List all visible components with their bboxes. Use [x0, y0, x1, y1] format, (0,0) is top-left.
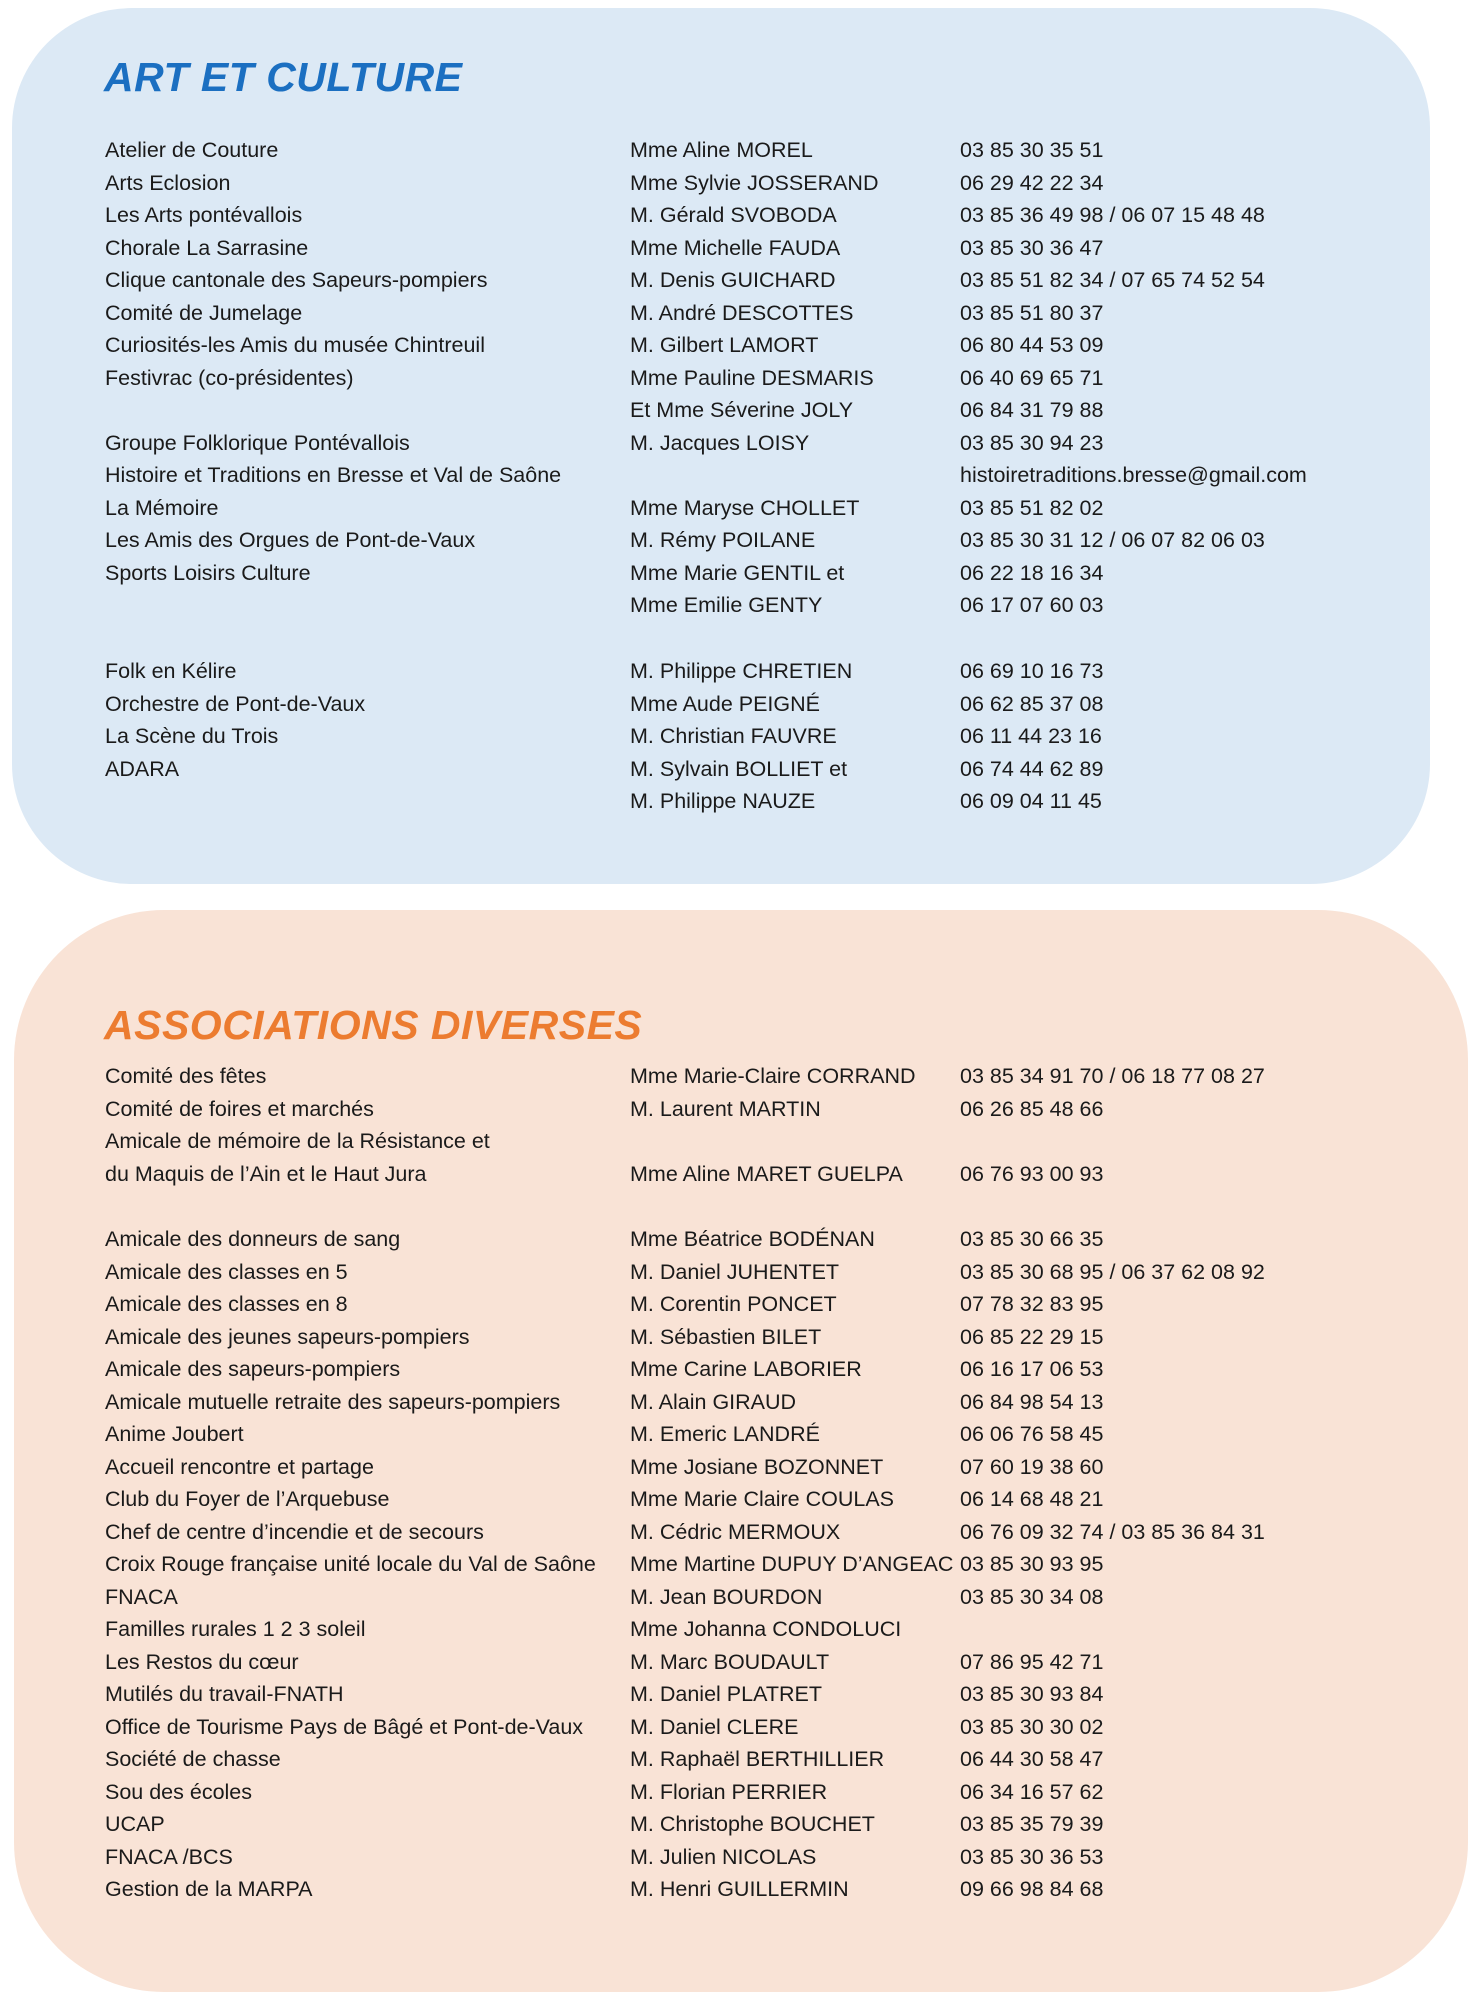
- contact-phone: 06 06 76 58 45: [960, 1422, 1104, 1446]
- table-row: [0, 134, 1474, 166]
- table-row: [0, 297, 1474, 329]
- association-name: FNACA: [105, 1584, 178, 1609]
- contact-name: Mme Marie Claire COULAS: [630, 1487, 895, 1511]
- association-name: Office de Tourisme Pays de Bâgé et Pont-de-Vaux: [105, 1714, 584, 1739]
- contact-phone: histoiretraditions.bresse@gmail.com: [960, 463, 1307, 487]
- table-row: [0, 1483, 1474, 1515]
- association-name: La Scène du Trois: [105, 724, 279, 748]
- contact-name: Mme Michelle FAUDA: [630, 235, 841, 260]
- table-row: [0, 655, 1474, 687]
- table-row: [0, 1743, 1474, 1775]
- table-row: [0, 1516, 1474, 1548]
- table-row: [0, 688, 1474, 720]
- contact-phone: 03 85 30 68 95 / 06 37 62 08 92: [960, 1259, 1265, 1284]
- contact-phone: 03 85 30 66 35: [960, 1227, 1104, 1251]
- contact-phone: 03 85 51 82 02: [960, 495, 1104, 520]
- contact-name: M. Laurent MARTIN: [630, 1096, 821, 1121]
- contact-phone: 03 85 30 93 95: [960, 1552, 1104, 1576]
- table-row: [0, 1711, 1474, 1743]
- association-name: Amicale des classes en 8: [105, 1292, 348, 1316]
- contact-name: M. Philippe NAUZE: [630, 789, 816, 813]
- contact-phone: 06 34 16 57 62: [960, 1779, 1104, 1804]
- contact-phone: 03 85 30 35 51: [960, 138, 1104, 162]
- association-name: Anime Joubert: [105, 1422, 244, 1446]
- table-row: [0, 329, 1474, 361]
- association-name: Comité de Jumelage: [105, 300, 303, 325]
- contact-name: M. Jean BOURDON: [630, 1584, 823, 1609]
- contact-name: Mme Pauline DESMARIS: [630, 365, 874, 390]
- association-name: Amicale mutuelle retraite des sapeurs-pompiers: [105, 1389, 561, 1414]
- table-row: [0, 1581, 1474, 1613]
- associations-title: ASSOCIATIONS DIVERSES: [104, 1002, 643, 1048]
- association-name: Les Restos du cœur: [105, 1649, 299, 1674]
- contact-phone: 03 85 34 91 70 / 06 18 77 08 27: [960, 1064, 1265, 1088]
- contact-phone: 06 76 93 00 93: [960, 1161, 1104, 1186]
- contact-phone: 03 85 30 34 08: [960, 1584, 1104, 1609]
- association-name: Les Amis des Orgues de Pont-de-Vaux: [105, 528, 476, 552]
- association-name: Amicale des classes en 5: [105, 1259, 348, 1284]
- association-name: Clique cantonale des Sapeurs-pompiers: [105, 268, 488, 292]
- table-row: [0, 1808, 1474, 1840]
- table-row: [0, 1256, 1474, 1288]
- contact-phone: 06 80 44 53 09: [960, 333, 1104, 357]
- contact-phone: 06 40 69 65 71: [960, 365, 1104, 390]
- contact-phone: 06 76 09 32 74 / 03 85 36 84 31: [960, 1519, 1265, 1544]
- table-row: [0, 1873, 1474, 1905]
- association-name: Amicale des sapeurs-pompiers: [105, 1357, 401, 1381]
- table-row: [0, 785, 1474, 817]
- table-row: [0, 753, 1474, 785]
- table-row: [0, 557, 1474, 589]
- table-row: [0, 1158, 1474, 1190]
- association-name: Amicale de mémoire de la Résistance et: [105, 1129, 490, 1153]
- contact-phone: 03 85 36 49 98 / 06 07 15 48 48: [960, 203, 1265, 227]
- contact-name: M. Daniel CLERE: [630, 1714, 799, 1739]
- association-name: Orchestre de Pont-de-Vaux: [105, 691, 366, 716]
- contact-phone: 06 11 44 23 16: [960, 724, 1102, 748]
- association-name: Gestion de la MARPA: [105, 1877, 313, 1901]
- association-name: Atelier de Couture: [105, 138, 279, 162]
- association-name: Chef de centre d’incendie et de secours: [105, 1519, 484, 1544]
- contact-phone: 03 85 51 80 37: [960, 300, 1104, 325]
- table-row: [0, 427, 1474, 459]
- table-row: [0, 264, 1474, 296]
- table-row: [0, 1678, 1474, 1710]
- contact-name: M. Emeric LANDRÉ: [630, 1422, 820, 1446]
- contact-name: Mme Aline MOREL: [630, 138, 813, 162]
- contact-phone: 06 14 68 48 21: [960, 1487, 1104, 1511]
- table-row: [0, 720, 1474, 752]
- contact-name: M. Sébastien BILET: [630, 1324, 822, 1349]
- contact-phone: 06 84 31 79 88: [960, 398, 1104, 422]
- table-row: [0, 1288, 1474, 1320]
- contact-phone: 03 85 30 93 84: [960, 1682, 1104, 1706]
- contact-phone: 06 26 85 48 66: [960, 1096, 1104, 1121]
- contact-name: M. Henri GUILLERMIN: [630, 1877, 849, 1901]
- contact-name: M. Denis GUICHARD: [630, 268, 836, 292]
- association-name: Festivrac (co-présidentes): [105, 365, 354, 390]
- association-name: Accueil rencontre et partage: [105, 1454, 374, 1479]
- table-row: [0, 459, 1474, 491]
- contact-name: M. Christian FAUVRE: [630, 724, 837, 748]
- contact-name: M. Philippe CHRETIEN: [630, 659, 853, 683]
- table-row: [0, 1321, 1474, 1353]
- contact-phone: 06 09 04 11 45: [960, 789, 1102, 813]
- contact-name: M. Rémy POILANE: [630, 528, 816, 552]
- contact-phone: 06 84 98 54 13: [960, 1389, 1104, 1414]
- association-name: Société de chasse: [105, 1747, 281, 1771]
- contact-name: Mme Carine LABORIER: [630, 1357, 862, 1381]
- table-row: [0, 1093, 1474, 1125]
- contact-name: Mme Maryse CHOLLET: [630, 495, 860, 520]
- association-name: ADARA: [105, 756, 180, 781]
- contact-phone: 03 85 30 36 53: [960, 1844, 1104, 1869]
- table-row: [0, 1613, 1474, 1645]
- association-name: Curiosités-les Amis du musée Chintreuil: [105, 333, 485, 357]
- contact-phone: 03 85 35 79 39: [960, 1812, 1104, 1836]
- association-name: UCAP: [105, 1812, 165, 1836]
- association-name: Groupe Folklorique Pontévallois: [105, 430, 410, 455]
- contact-phone: 06 85 22 29 15: [960, 1324, 1104, 1349]
- table-row: [0, 1646, 1474, 1678]
- association-name: Les Arts pontévallois: [105, 203, 303, 227]
- contact-phone: 06 62 85 37 08: [960, 691, 1104, 716]
- contact-name: Mme Sylvie JOSSERAND: [630, 170, 879, 195]
- table-row: [0, 589, 1474, 621]
- contact-name: M. Alain GIRAUD: [630, 1389, 797, 1414]
- contact-name: M. Gilbert LAMORT: [630, 333, 819, 357]
- contact-name: Mme Béatrice BODÉNAN: [630, 1227, 875, 1251]
- contact-name: Mme Aude PEIGNÉ: [630, 691, 820, 716]
- contact-phone: 06 29 42 22 34: [960, 170, 1104, 195]
- contact-phone: 03 85 51 82 34 / 07 65 74 52 54: [960, 268, 1265, 292]
- contact-phone: 06 16 17 06 53: [960, 1357, 1104, 1381]
- contact-name: M. Daniel PLATRET: [630, 1682, 822, 1706]
- contact-name: M. Christophe BOUCHET: [630, 1812, 875, 1836]
- table-row: [0, 492, 1474, 524]
- contact-phone: 09 66 98 84 68: [960, 1877, 1104, 1901]
- table-row: [0, 1353, 1474, 1385]
- contact-phone: 03 85 30 94 23: [960, 430, 1104, 455]
- table-row: [0, 394, 1474, 426]
- contact-name: M. Corentin PONCET: [630, 1292, 837, 1316]
- table-row: [0, 1548, 1474, 1580]
- contact-name: Mme Marie GENTIL et: [630, 560, 845, 585]
- association-name: Amicale des jeunes sapeurs-pompiers: [105, 1324, 470, 1349]
- contact-name: M. Cédric MERMOUX: [630, 1519, 841, 1544]
- contact-name: M. Raphaël BERTHILLIER: [630, 1747, 885, 1771]
- association-name: Familles rurales 1 2 3 soleil: [105, 1617, 366, 1641]
- table-row: [0, 362, 1474, 394]
- table-row: [0, 199, 1474, 231]
- association-name: Chorale La Sarrasine: [105, 235, 309, 260]
- contact-name: Mme Johanna CONDOLUCI: [630, 1617, 902, 1641]
- contact-name: M. Marc BOUDAULT: [630, 1649, 830, 1674]
- table-row: [0, 1125, 1474, 1157]
- table-row: [0, 1060, 1474, 1092]
- contact-name: M. Jacques LOISY: [630, 430, 810, 455]
- table-row: [0, 1418, 1474, 1450]
- association-name: Croix Rouge française unité locale du Val de Saône: [105, 1552, 596, 1576]
- contact-name: Et Mme Séverine JOLY: [630, 398, 854, 422]
- contact-name: Mme Josiane BOZONNET: [630, 1454, 884, 1479]
- association-name: Sou des écoles: [105, 1779, 253, 1804]
- association-name: Sports Loisirs Culture: [105, 560, 311, 585]
- association-name: Comité de foires et marchés: [105, 1096, 374, 1121]
- association-name: du Maquis de l’Ain et le Haut Jura: [105, 1161, 427, 1186]
- contact-name: M. Daniel JUHENTET: [630, 1259, 840, 1284]
- contact-phone: 03 85 30 30 02: [960, 1714, 1104, 1739]
- table-row: [0, 232, 1474, 264]
- association-name: FNACA /BCS: [105, 1844, 233, 1869]
- table-row: [0, 1841, 1474, 1873]
- association-name: Comité des fêtes: [105, 1064, 267, 1088]
- contact-name: Mme Marie-Claire CORRAND: [630, 1064, 916, 1088]
- contact-name: M. Julien NICOLAS: [630, 1844, 817, 1869]
- table-row: [0, 1386, 1474, 1418]
- table-row: [0, 167, 1474, 199]
- table-row: [0, 524, 1474, 556]
- table-row: [0, 1776, 1474, 1808]
- association-name: Folk en Kélire: [105, 659, 237, 683]
- contact-name: M. Sylvain BOLLIET et: [630, 756, 848, 781]
- contact-phone: 07 86 95 42 71: [960, 1649, 1104, 1674]
- association-name: La Mémoire: [105, 495, 219, 520]
- table-row: [0, 1223, 1474, 1255]
- contact-phone: 03 85 30 31 12 / 06 07 82 06 03: [960, 528, 1265, 552]
- contact-phone: 06 17 07 60 03: [960, 593, 1104, 617]
- table-row: [0, 1451, 1474, 1483]
- association-name: Arts Eclosion: [105, 170, 231, 195]
- contact-phone: 03 85 30 36 47: [960, 235, 1104, 260]
- association-name: Histoire et Traditions en Bresse et Val de Saône: [105, 463, 562, 487]
- art-culture-title: ART ET CULTURE: [104, 54, 463, 100]
- contact-name: M. Florian PERRIER: [630, 1779, 828, 1804]
- contact-name: M. André DESCOTTES: [630, 300, 854, 325]
- contact-name: M. Gérald SVOBODA: [630, 203, 837, 227]
- contact-phone: 06 69 10 16 73: [960, 659, 1104, 683]
- contact-name: Mme Martine DUPUY D’ANGEAC: [630, 1552, 954, 1576]
- association-name: Mutilés du travail-FNATH: [105, 1682, 344, 1706]
- association-name: Amicale des donneurs de sang: [105, 1227, 401, 1251]
- association-name: Club du Foyer de l’Arquebuse: [105, 1487, 390, 1511]
- contact-phone: 06 74 44 62 89: [960, 756, 1104, 781]
- contact-name: Mme Aline MARET GUELPA: [630, 1161, 903, 1186]
- contact-phone: 07 60 19 38 60: [960, 1454, 1104, 1479]
- contact-phone: 06 44 30 58 47: [960, 1747, 1104, 1771]
- contact-name: Mme Emilie GENTY: [630, 593, 823, 617]
- contact-phone: 06 22 18 16 34: [960, 560, 1104, 585]
- contact-phone: 07 78 32 83 95: [960, 1292, 1104, 1316]
